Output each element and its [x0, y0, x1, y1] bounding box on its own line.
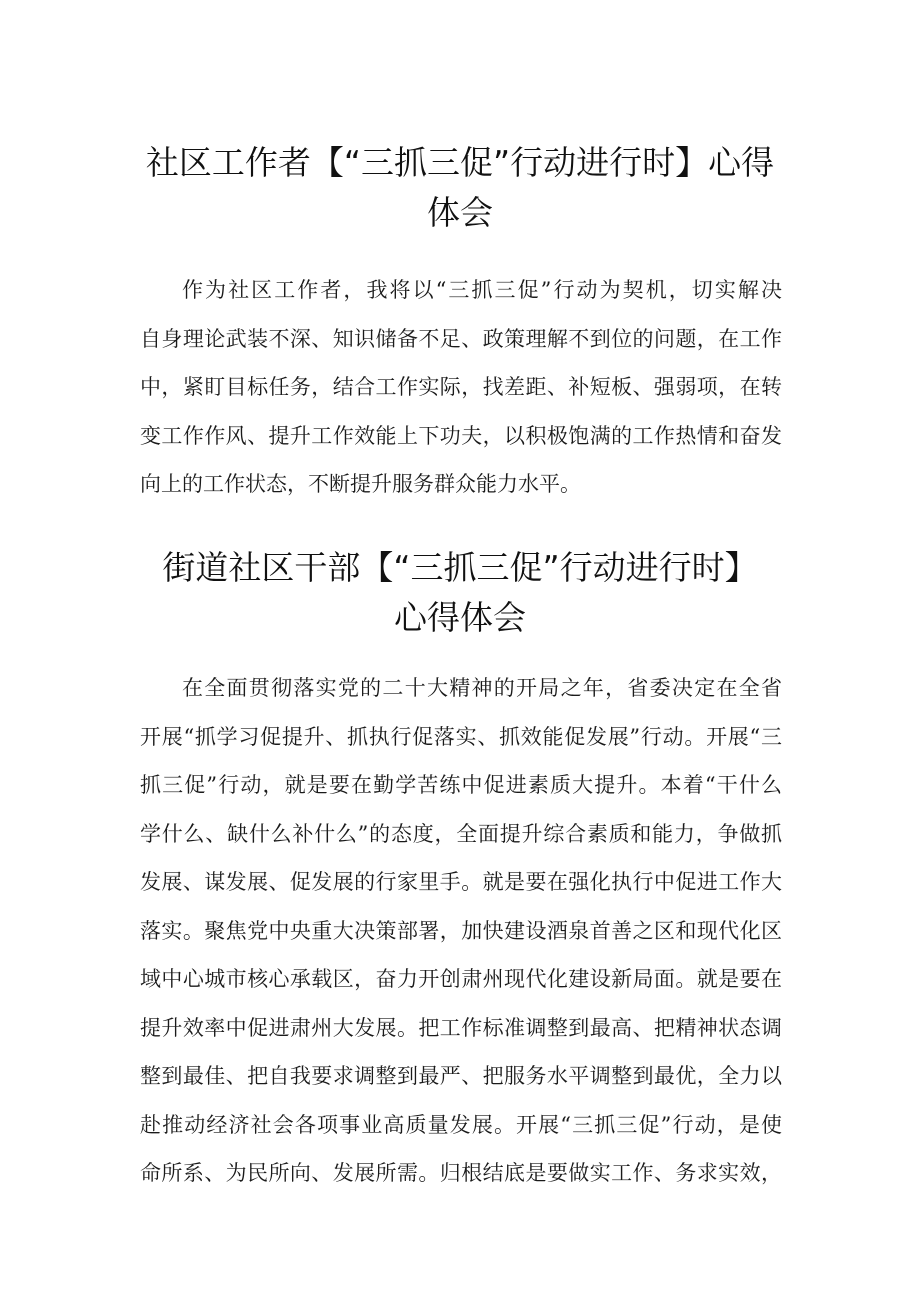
section-2-body-line: 赴推动经济社会各项事业高质量发展。开展“三抓三促”行动，是使	[140, 1112, 782, 1137]
section-1-title	[140, 138, 780, 238]
section-2-body-line: 在全面贯彻落实党的二十大精神的开局之年，省委决定在全省	[182, 676, 782, 700]
section-1-body-line: 变工作作风、提升工作效能上下功夫，以积极饱满的工作热情和奋发	[140, 423, 782, 448]
section-2-body-line: 命所系、为民所向、发展所需。归根结底是要做实工作、务求实效，	[140, 1161, 782, 1185]
section-2-body-line: 抓三促”行动，就是要在勤学苦练中促进素质大提升。本着“干什么	[140, 773, 782, 797]
section-1-title-line-2: 体会	[427, 193, 493, 232]
section-2-title-line-2: 心得体会	[394, 598, 526, 637]
section-1-body-line: 自身理论武装不深、知识储备不足、政策理解不到位的问题，在工作	[140, 326, 782, 351]
section-1-body-line: 作为社区工作者，我将以“三抓三促”行动为契机，切实解决	[182, 278, 782, 302]
section-2-body-line: 域中心城市核心承载区，奋力开创肃州现代化建设新局面。就是要在	[140, 967, 782, 991]
section-2-body-line: 开展“抓学习促提升、抓执行促落实、抓效能促发展”行动。开展“三	[140, 724, 782, 749]
section-2-body-line: 落实。聚焦党中央重大决策部署，加快建设酒泉首善之区和现代化区	[140, 918, 782, 943]
section-2-body-line: 提升效率中促进肃州大发展。把工作标准调整到最高、把精神状态调	[140, 1015, 782, 1040]
section-2-title	[140, 543, 780, 643]
section-1-body-line: 向上的工作状态，不断提升服务群众能力水平。	[140, 472, 581, 496]
section-2-body-line: 发展、谋发展、促发展的行家里手。就是要在强化执行中促进工作大	[140, 870, 782, 894]
section-2-body	[140, 664, 782, 1198]
section-2-body-line: 整到最佳、把自我要求调整到最严、把服务水平调整到最优，全力以	[140, 1064, 782, 1088]
section-2-body-line: 学什么、缺什么补什么”的态度，全面提升综合素质和能力，争做抓	[140, 821, 782, 846]
section-1-title-line-1: 社区工作者【“三抓三促”行动进行时】心得	[145, 143, 775, 182]
section-1-body	[140, 266, 782, 509]
section-2-title-line-1: 街道社区干部【“三抓三促”行动进行时】	[162, 548, 758, 587]
section-1-body-line: 中，紧盯目标任务，结合工作实际，找差距、补短板、强弱项，在转	[140, 375, 782, 399]
